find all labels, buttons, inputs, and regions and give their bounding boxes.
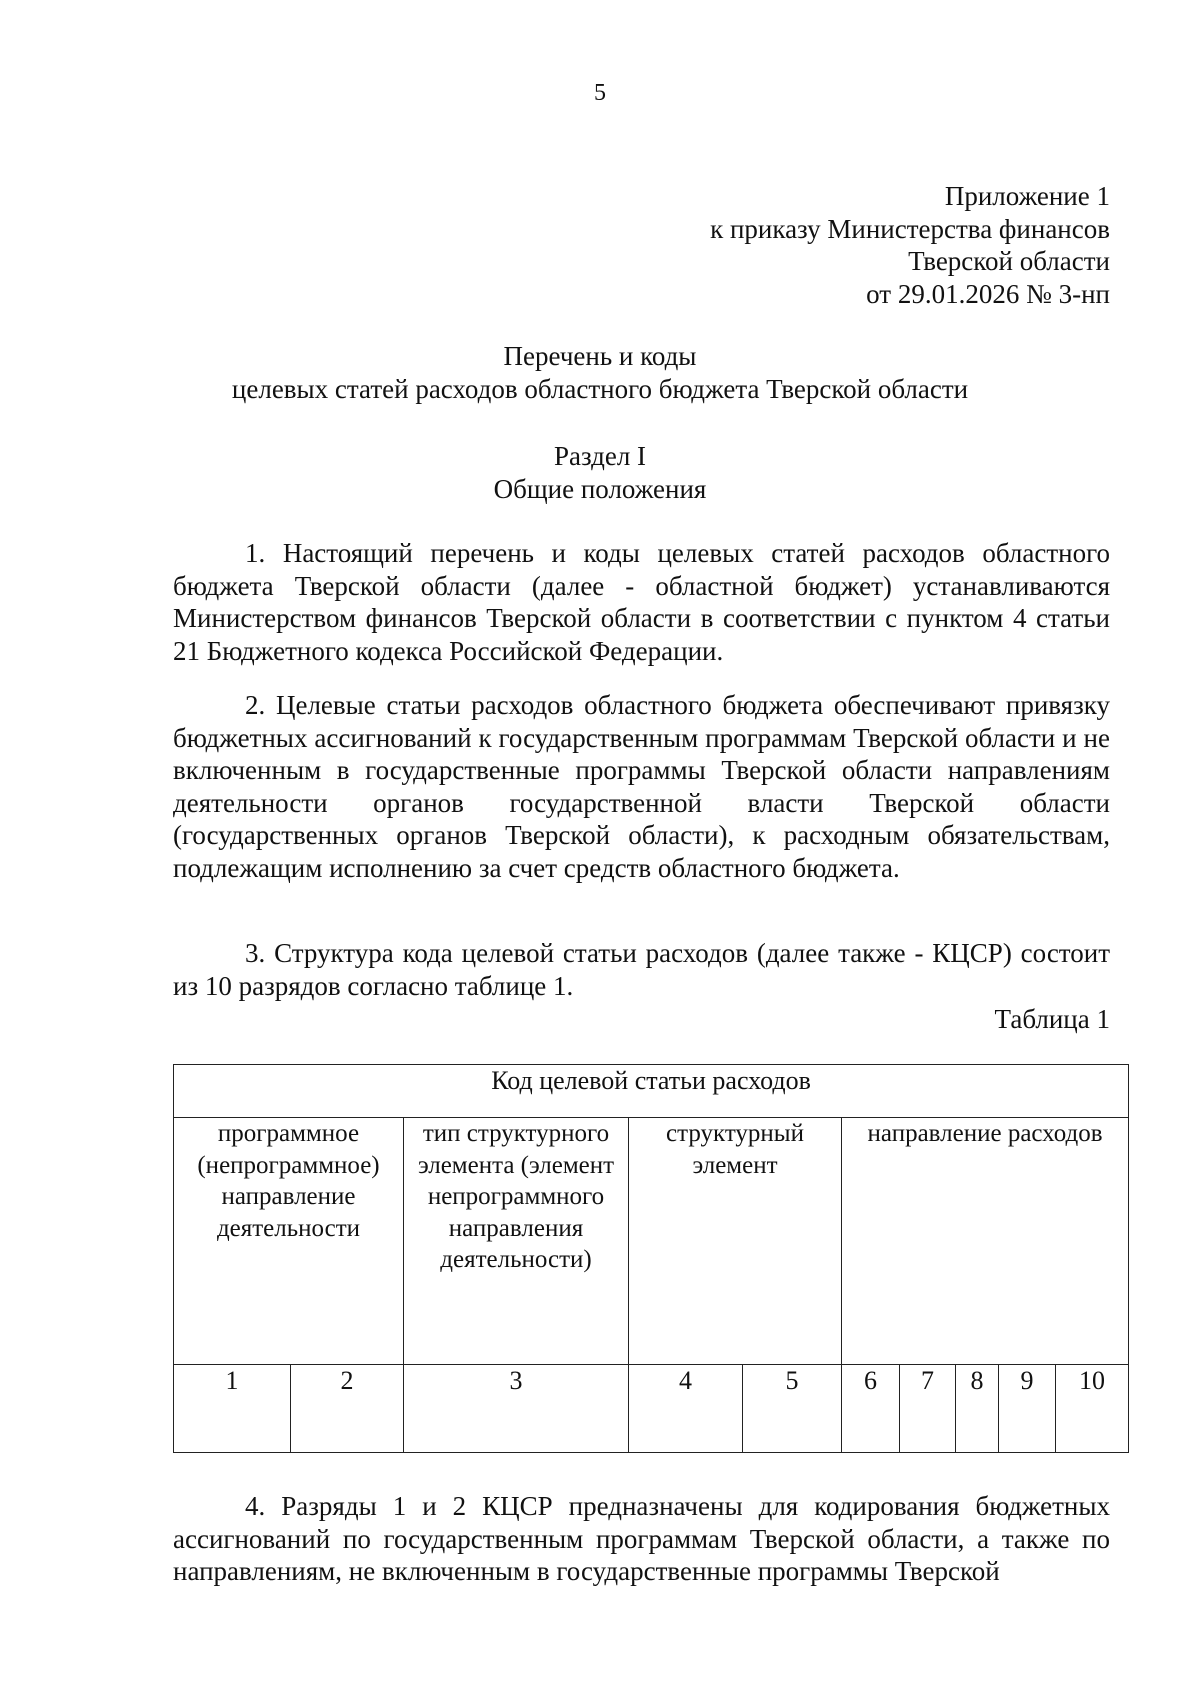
title-line: целевых статей расходов областного бюджета Тверской области — [231, 373, 969, 404]
digit-cell: 4 — [629, 1365, 743, 1453]
digit-cell: 5 — [743, 1365, 842, 1453]
group-program-direction: программное (непрограммное) направление деятельности — [174, 1118, 404, 1365]
paragraph-4: 4. Разряды 1 и 2 КЦСР предназначены для кодирования бюджетных ассигнований по государственным программам Тверской области, а также по направлениям, не включенным в государственные программы Тверской — [173, 1491, 1110, 1586]
paragraph-1: 1. Настоящий перечень и коды целевых статей расходов областного бюджета Тверской области (далее - областной бюджет) устанавливаются Министерством финансов Тверской области в соответствии с пунктом 4 статьи 21 Бюджетного кодекса Российской Федерации. — [173, 538, 1110, 666]
digit-cell: 3 — [404, 1365, 629, 1453]
digit-cell: 7 — [900, 1365, 956, 1453]
appendix-line: Тверской области — [908, 246, 1110, 276]
section-heading — [0, 440, 1200, 505]
paragraph-3: 3. Структура кода целевой статьи расходов (далее также - КЦСР) состоит из 10 разрядов согласно таблице 1. — [173, 938, 1110, 1001]
appendix-line: Приложение 1 — [944, 181, 1110, 211]
title-line: Перечень и коды — [503, 341, 697, 371]
group-expense-direction: направление расходов — [842, 1118, 1129, 1365]
document-title — [0, 340, 1200, 405]
digit-cell: 8 — [956, 1365, 999, 1453]
section-name: Общие положения — [493, 473, 707, 504]
group-structural-element-type: тип структурного элемента (элемент непрограммного направления деятельности) — [404, 1118, 629, 1365]
code-structure-table — [173, 1064, 1129, 1453]
digit-cell: 1 — [174, 1365, 291, 1453]
page-number: 5 — [594, 80, 606, 106]
group-structural-element: структурный элемент — [629, 1118, 842, 1365]
digit-cell: 9 — [999, 1365, 1056, 1453]
table-header: Код целевой статьи расходов — [174, 1065, 1129, 1118]
section-number: Раздел I — [553, 441, 647, 471]
digit-cell: 6 — [842, 1365, 900, 1453]
digit-cell: 10 — [1056, 1365, 1129, 1453]
paragraph-2: 2. Целевые статьи расходов областного бюджета обеспечивают привязку бюджетных ассигнований к государственным программам Тверской области и не включенным в государственные программы Тверской области направлениям деятельности органов государственной власти Тверской области (государственных органов Тверской области), к расходным обязательствам, подлежащим исполнению за счет средств областного бюджета. — [173, 690, 1110, 883]
appendix-date-number: от 29.01.2026 № 3-нп — [866, 278, 1110, 309]
appendix-line: к приказу Министерства финансов — [710, 213, 1110, 244]
digit-cell: 2 — [291, 1365, 404, 1453]
table-label: Таблица 1 — [994, 1004, 1110, 1034]
appendix-block — [710, 180, 1110, 310]
